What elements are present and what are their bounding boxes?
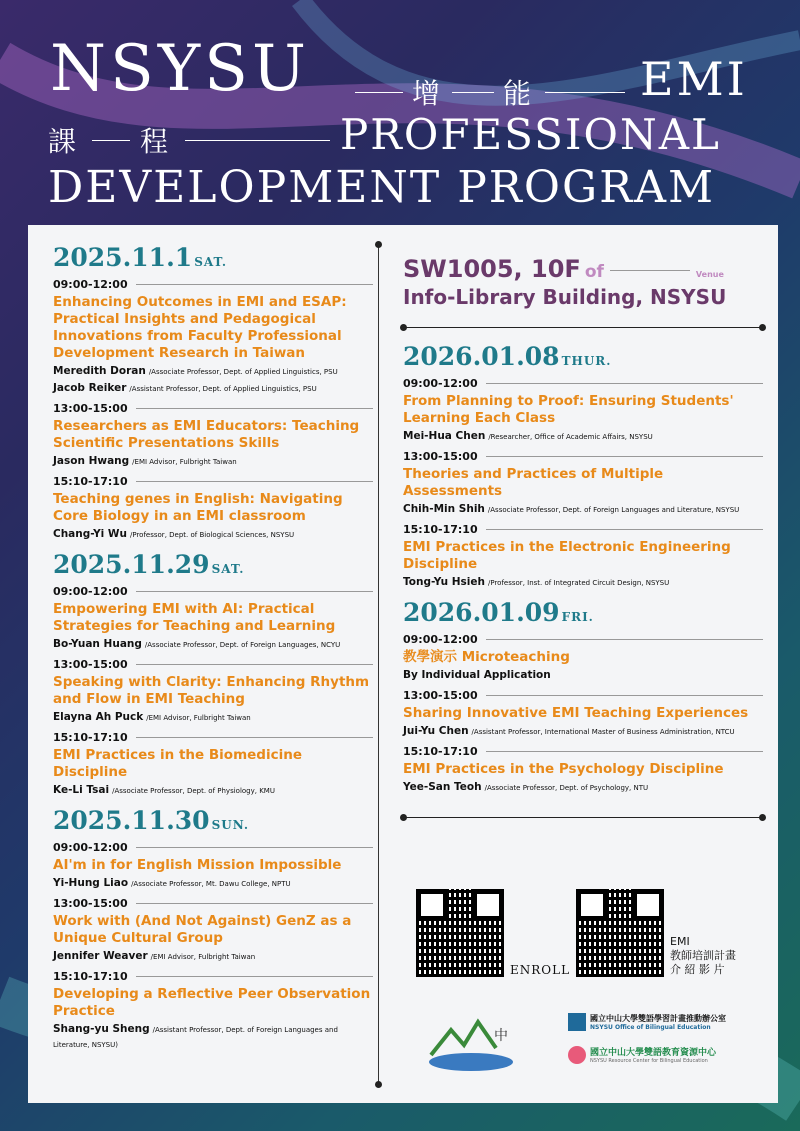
day-of-week: SAT. <box>194 255 228 269</box>
title-rule <box>92 140 130 141</box>
speaker <box>53 710 373 725</box>
speaker-affiliation: /Professor, Inst. of Integrated Circuit Design, NSYSU <box>488 579 670 587</box>
venue-divider <box>403 327 763 328</box>
time-rule <box>486 456 763 457</box>
session-time-row <box>53 970 373 983</box>
title-rule <box>185 140 330 141</box>
speaker-affiliation: /Associate Professor, Dept. of Physiology, KMU <box>112 787 275 795</box>
time-rule <box>136 664 373 665</box>
speaker-affiliation: /Researcher, Office of Academic Affairs, NSYSU <box>488 433 653 441</box>
speaker-affiliation: /Associate Professor, Dept. of Foreign Languages and Literature, NSYSU <box>487 506 740 514</box>
session-title: EMI Practices in the Biomedicine Discipline <box>53 747 302 780</box>
session-date <box>53 806 373 835</box>
divider-dot <box>375 1081 382 1088</box>
video-label <box>670 935 736 977</box>
date-text: 2025.11.30 <box>53 806 210 835</box>
session-title: Enhancing Outcomes in EMI and ESAP: Practical Insights and Pedagogical Innovations from Faculty Professional Development Research in Taiwan <box>53 294 347 361</box>
speaker-name: Jennifer Weaver <box>53 950 148 962</box>
title-rule <box>545 92 625 93</box>
right-column <box>403 243 763 832</box>
session-time: 15:10-17:10 <box>53 970 128 983</box>
header <box>0 0 800 225</box>
session-date <box>53 243 373 272</box>
day-of-week: THUR. <box>561 354 612 368</box>
speaker-affiliation: /EMI Advisor, Fulbright Taiwan <box>132 458 237 466</box>
session-time: 13:00-15:00 <box>53 897 128 910</box>
time-rule <box>136 847 373 848</box>
left-column <box>53 243 373 1052</box>
speaker-affiliation: /Assistant Professor, Dept. of Foreign Languages and Literature, NSYSU) <box>53 1026 338 1049</box>
venue-room <box>403 255 763 283</box>
session-time: 09:00-12:00 <box>53 585 128 598</box>
session-time-row <box>53 731 373 744</box>
speaker <box>403 780 763 795</box>
session-time-row <box>403 689 763 702</box>
time-rule <box>136 284 373 285</box>
speaker <box>53 364 373 379</box>
session-time-row <box>53 585 373 598</box>
session-slot <box>403 689 763 739</box>
venue-label: Venue <box>695 270 724 279</box>
video-label-zh1: 教師培訓計畫 <box>670 949 736 962</box>
title-zh-1: 增 <box>412 77 441 110</box>
speaker-name: Jui-Yu Chen <box>403 725 469 737</box>
session-time-row <box>53 897 373 910</box>
session-time: 09:00-12:00 <box>53 841 128 854</box>
session-time-row <box>403 633 763 646</box>
session-time: 15:10-17:10 <box>53 731 128 744</box>
session-title: Speaking with Clarity: Enhancing Rhythm and Flow in EMI Teaching <box>53 674 370 707</box>
speaker-affiliation: /Assistant Professor, Dept. of Applied Linguistics, PSU <box>129 385 317 393</box>
session-time-row <box>403 523 763 536</box>
title-rule <box>355 92 403 93</box>
session-time-row <box>403 450 763 463</box>
date-text: 2025.11.29 <box>53 550 210 579</box>
session-time-row <box>403 745 763 758</box>
session-slot <box>53 731 373 798</box>
date-text: 2026.01.08 <box>403 342 560 371</box>
time-rule <box>136 903 373 904</box>
session-title: Teaching genes in English: Navigating Core Biology in an EMI classroom <box>53 491 343 524</box>
title-rule <box>452 92 494 93</box>
session-title: Theories and Practices of Multiple Assessments <box>403 466 664 499</box>
session-time: 09:00-12:00 <box>53 278 128 291</box>
session-slot <box>53 970 373 1052</box>
day-of-week: SAT. <box>211 562 245 576</box>
session-time: 13:00-15:00 <box>53 658 128 671</box>
session-time: 15:10-17:10 <box>403 745 478 758</box>
session-time: 13:00-15:00 <box>403 689 478 702</box>
speaker <box>53 876 373 891</box>
enroll-label: ENROLL <box>510 963 571 977</box>
speaker-affiliation: /Associate Professor, Dept. of Applied Linguistics, PSU <box>148 368 338 376</box>
title-nsysu: NSYSU <box>50 32 310 106</box>
time-rule <box>486 695 763 696</box>
svg-text:中: 中 <box>494 1028 508 1044</box>
time-rule <box>486 529 763 530</box>
venue-rule <box>610 270 690 271</box>
speaker-name: Yi-Hung Liao <box>53 877 129 889</box>
speaker-affiliation: /Associate Professor, Dept. of Psychology, NTU <box>484 784 649 792</box>
session-title: From Planning to Proof: Ensuring Students' Learning Each Class <box>403 393 734 426</box>
session-title: Sharing Innovative EMI Teaching Experiences <box>403 705 749 721</box>
speaker-name: Shang-yu Sheng <box>53 1023 150 1035</box>
speaker-name: Yee-San Teoh <box>403 781 482 793</box>
session-slot <box>403 377 763 444</box>
speaker-affiliation: /EMI Advisor, Fulbright Taiwan <box>150 953 256 961</box>
session-time: 15:10-17:10 <box>403 523 478 536</box>
session-time-row <box>53 841 373 854</box>
speaker <box>403 575 763 590</box>
speaker <box>53 637 373 652</box>
org-center-logo <box>568 1045 716 1064</box>
session-title: Researchers as EMI Educators: Teaching Scientific Presentations Skills <box>53 418 360 451</box>
session-slot <box>53 841 373 891</box>
date-text: 2025.11.1 <box>53 243 193 272</box>
session-title: 教學演示 Microteaching <box>403 649 570 665</box>
center-icon <box>568 1046 586 1064</box>
time-rule <box>136 591 373 592</box>
time-rule <box>486 383 763 384</box>
org-office-logo <box>568 1013 726 1031</box>
speaker-affiliation: /Assistant Professor, International Master of Business Administration, NTCU <box>471 728 735 736</box>
office-name-en: NSYSU Office of Bilingual Education <box>590 1024 711 1031</box>
time-rule <box>486 751 763 752</box>
speaker-name: Bo-Yuan Huang <box>53 638 142 650</box>
session-time-row <box>53 658 373 671</box>
session-slot <box>53 658 373 725</box>
divider-dot <box>375 241 382 248</box>
speaker-name: Tong-Yu Hsieh <box>403 576 485 588</box>
date-text: 2026.01.09 <box>403 598 560 627</box>
session-title: Empowering EMI with AI: Practical Strategies for Teaching and Learning <box>53 601 336 634</box>
center-name-en: NSYSU Resource Center for Bilingual Education <box>590 1058 708 1064</box>
speaker <box>53 527 373 542</box>
title-professional: PROFESSIONAL <box>340 110 721 159</box>
right-schedule <box>403 342 763 795</box>
venue-building: Info-Library Building, NSYSU <box>403 285 727 309</box>
speaker-name: Jason Hwang <box>53 455 130 467</box>
speaker-affiliation: /Professor, Dept. of Biological Sciences, NSYSU <box>130 531 295 539</box>
time-rule <box>486 639 763 640</box>
speaker <box>403 668 763 683</box>
session-slot <box>53 278 373 396</box>
session-title: EMI Practices in the Psychology Discipline <box>403 761 724 777</box>
university-logo <box>426 1010 521 1075</box>
column-divider <box>378 245 379 1085</box>
day-of-week: SUN. <box>211 818 250 832</box>
session-time: 13:00-15:00 <box>53 402 128 415</box>
session-slot <box>53 585 373 652</box>
session-slot <box>403 745 763 795</box>
time-rule <box>136 976 373 977</box>
speaker-name: By Individual Application <box>403 669 551 681</box>
session-time: 15:10-17:10 <box>53 475 128 488</box>
session-slot <box>403 523 763 590</box>
footer-divider <box>403 817 763 818</box>
session-slot <box>53 475 373 542</box>
speaker <box>53 381 373 396</box>
speaker-name: Ke-Li Tsai <box>53 784 110 796</box>
speaker-name: Jacob Reiker <box>53 382 127 394</box>
time-rule <box>136 408 373 409</box>
session-title: EMI Practices in the Electronic Engineering Discipline <box>403 539 731 572</box>
center-name-zh: 國立中山大學雙語教育資源中心 <box>590 1048 717 1058</box>
session-slot <box>53 897 373 964</box>
speaker <box>403 724 763 739</box>
speaker-affiliation: /EMI Advisor, Fulbright Taiwan <box>146 714 251 722</box>
session-time: 09:00-12:00 <box>403 377 478 390</box>
speaker-affiliation: /Associate Professor, Dept. of Foreign Languages, NCYU <box>144 641 341 649</box>
venue-of: of <box>584 262 604 282</box>
session-time-row <box>53 475 373 488</box>
session-date <box>53 550 373 579</box>
schedule-panel <box>28 225 778 1103</box>
speaker <box>53 783 373 798</box>
speaker-name: Chang-Yi Wu <box>53 528 127 540</box>
speaker-name: Mei-Hua Chen <box>403 430 486 442</box>
session-time-row <box>53 278 373 291</box>
office-name-zh: 國立中山大學雙語學習計畫推動辦公室 <box>590 1014 726 1023</box>
video-qr-code[interactable] <box>576 889 664 977</box>
speaker <box>53 1022 373 1052</box>
session-date <box>403 598 763 627</box>
video-label-zh2: 介 紹 影 片 <box>670 963 725 976</box>
speaker <box>53 454 373 469</box>
session-title: Work with (And Not Against) GenZ as a Unique Cultural Group <box>53 913 352 946</box>
session-slot <box>53 402 373 469</box>
speaker-name: Elayna Ah Puck <box>53 711 144 723</box>
title-development: DEVELOPMENT PROGRAM <box>48 162 716 213</box>
session-time: 13:00-15:00 <box>403 450 478 463</box>
speaker <box>403 429 763 444</box>
venue-room-text: SW1005, 10F <box>403 255 581 283</box>
speaker-name: Chih-Min Shih <box>403 503 485 515</box>
day-of-week: FRI. <box>561 610 594 624</box>
session-title: Developing a Reflective Peer Observation Practice <box>53 986 371 1019</box>
speaker <box>403 502 763 517</box>
enroll-qr-code[interactable] <box>416 889 504 977</box>
session-time-row <box>403 377 763 390</box>
title-zh-3: 課 <box>48 125 77 158</box>
speaker <box>53 949 373 964</box>
session-slot <box>403 633 763 683</box>
time-rule <box>136 481 373 482</box>
time-rule <box>136 737 373 738</box>
speaker-name: Meredith Doran <box>53 365 146 377</box>
office-icon <box>568 1013 586 1031</box>
session-title: AI'm in for English Mission Impossible <box>53 857 342 873</box>
session-time: 09:00-12:00 <box>403 633 478 646</box>
session-slot <box>403 450 763 517</box>
speaker-affiliation: /Associate Professor, Mt. Dawu College, NPTU <box>131 880 291 888</box>
title-zh-2: 能 <box>503 77 532 110</box>
session-date <box>403 342 763 371</box>
session-time-row <box>53 402 373 415</box>
title-emi: EMI <box>640 52 748 106</box>
title-zh-4: 程 <box>140 125 169 158</box>
video-label-en: EMI <box>670 935 690 948</box>
